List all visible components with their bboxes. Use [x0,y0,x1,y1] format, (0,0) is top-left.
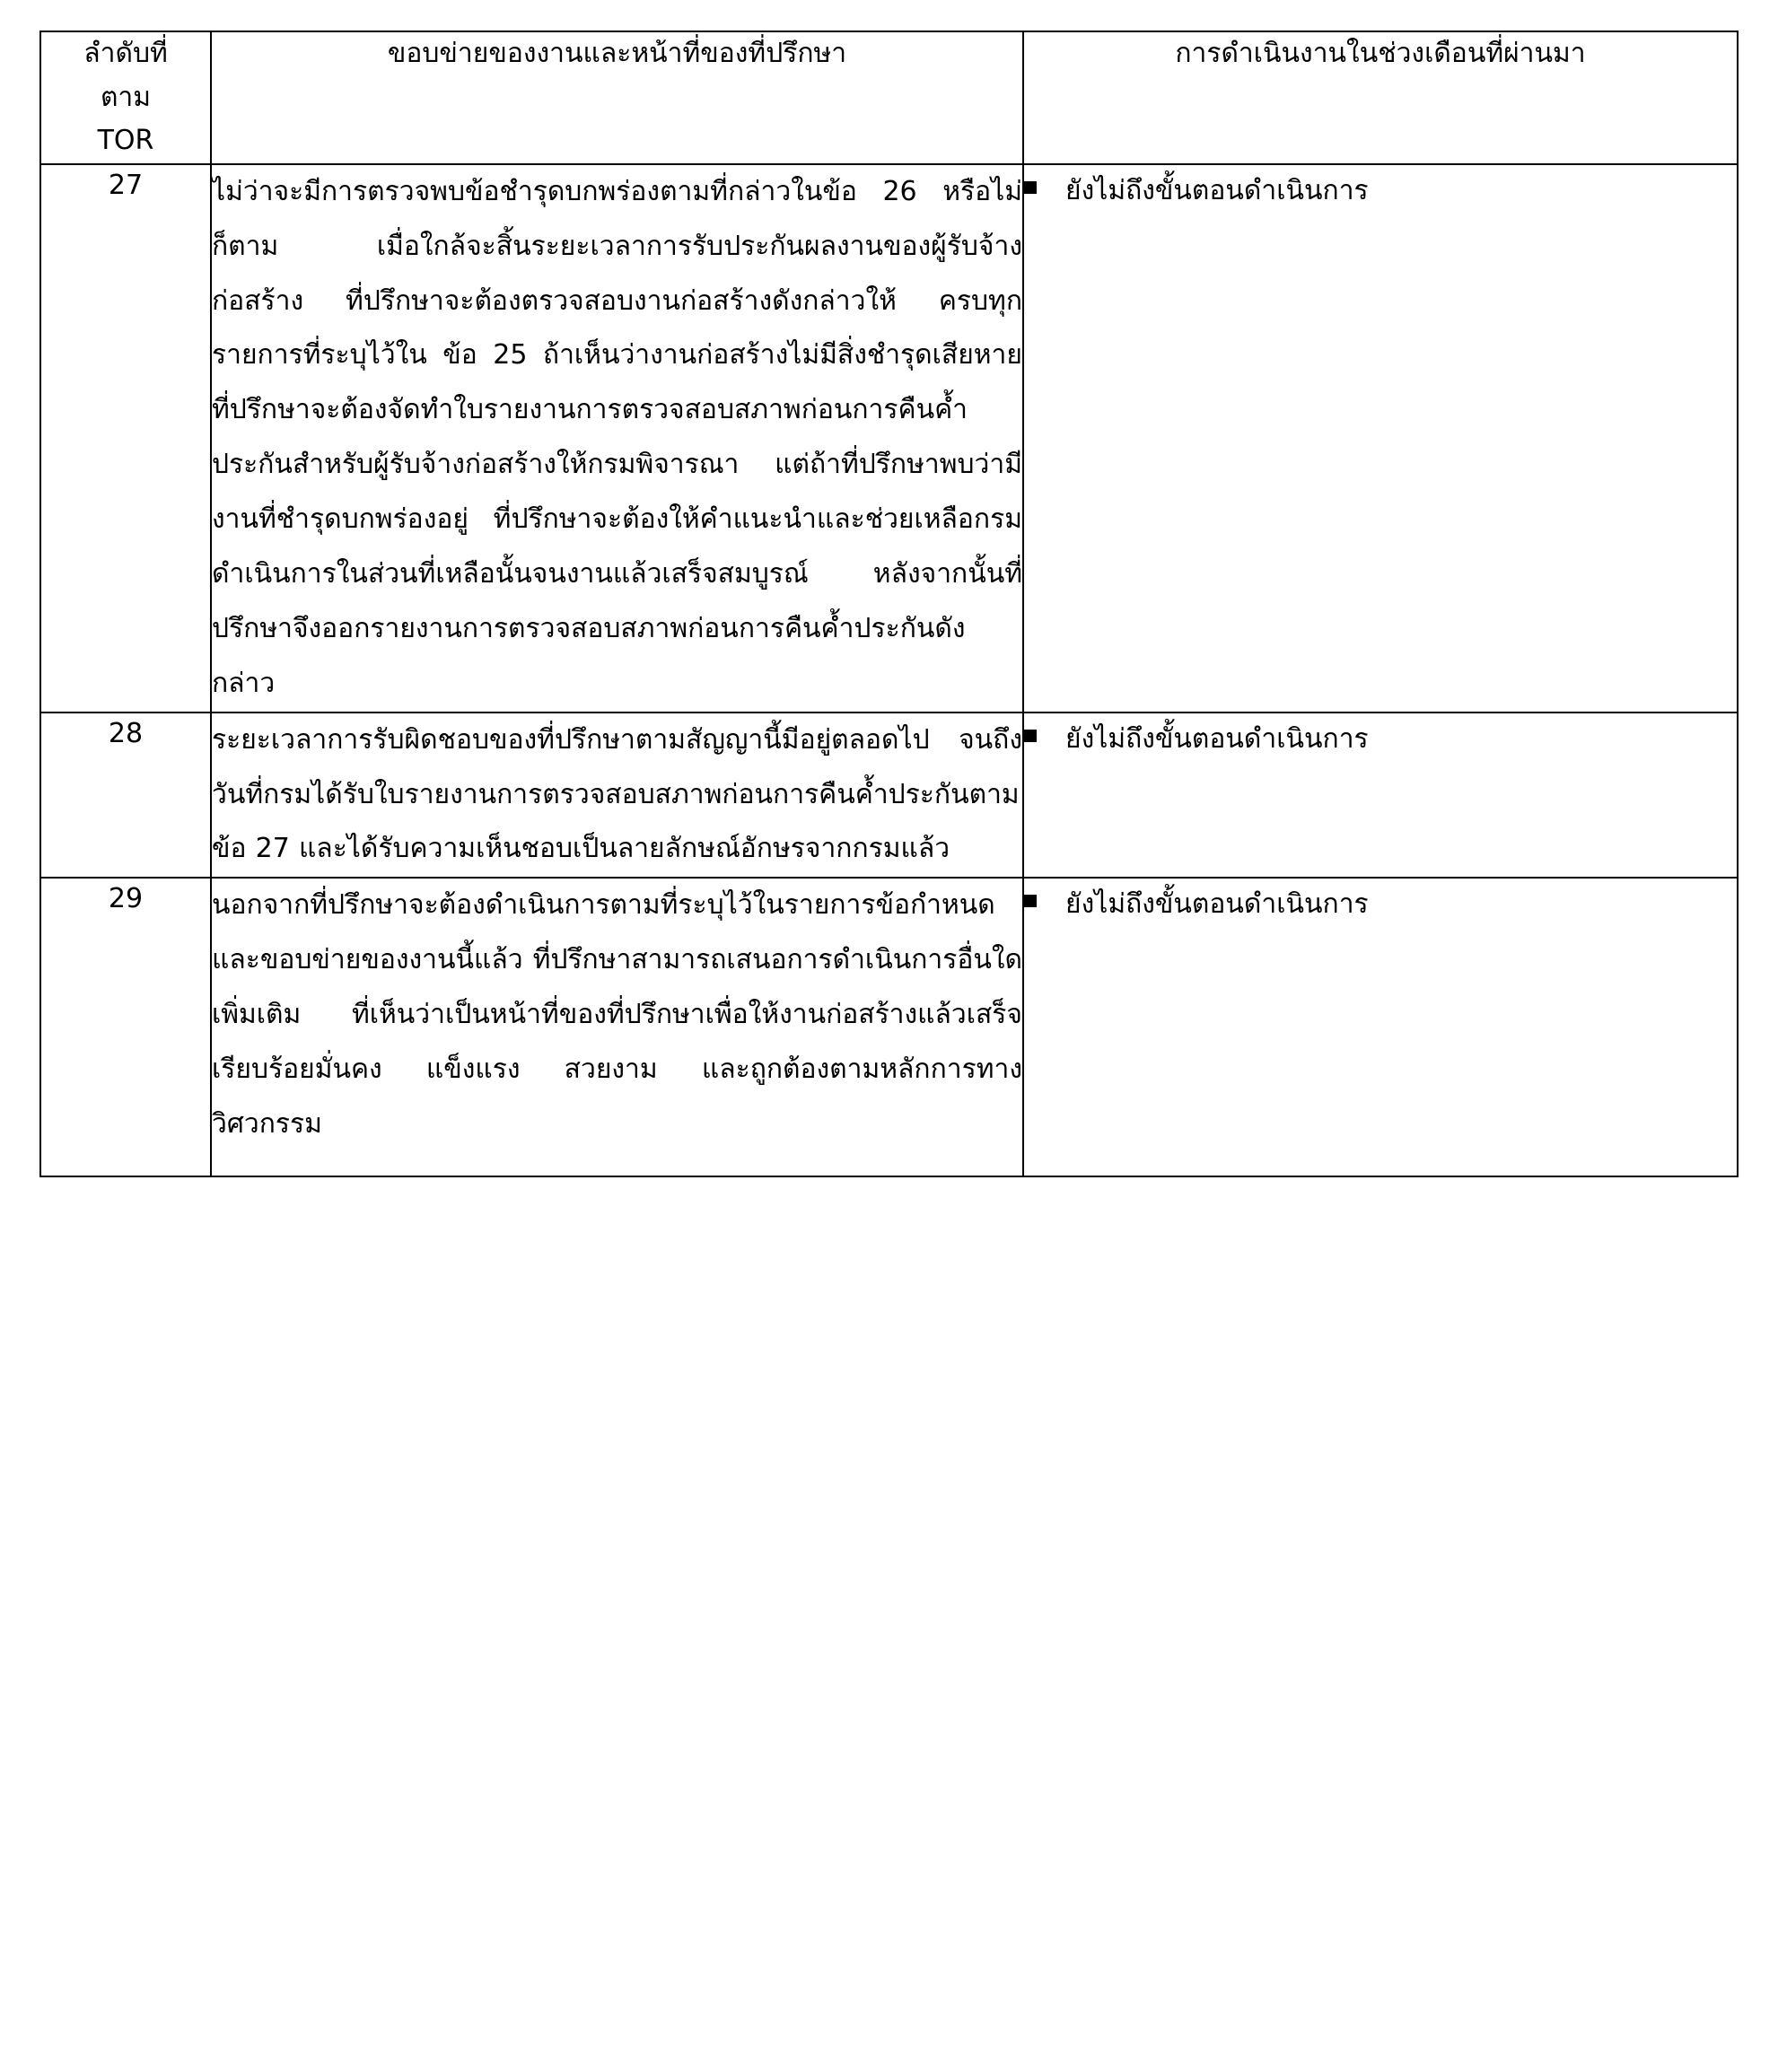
square-bullet-icon [1024,895,1037,907]
column-header-scope: ขอบข่ายของงานและหน้าที่ของที่ปรึกษา [211,31,1023,164]
column-header-tor-line2: ตาม [100,81,152,113]
cell-progress [1023,878,1738,1176]
column-header-progress: การดำเนินงานในช่วงเดือนที่ผ่านมา [1023,31,1738,164]
column-header-tor-number [40,31,211,164]
bullet-item-label: ยังไม่ถึงขั้นตอนดำเนินการ [1065,174,1369,206]
table-row [40,713,1738,879]
cell-progress [1023,713,1738,879]
scope-of-work-table [39,31,1739,1177]
column-header-tor-line3: TOR [97,125,154,157]
bullet-item [1024,165,1737,216]
cell-scope-description: นอกจากที่ปรึกษาจะต้องดำเนินการตามที่ระบุไว้ในรายการข้อกำหนดและขอบข่ายของงานนี้แล้ว ที่ปรึกษาสามารถเสนอการดำเนินการอื่นใดเพิ่มเติม ที่เห็นว่าเป็นหน้าที่ของที่ปรึกษาเพื่อให้งานก่อสร้างแล้วเสร็จเรียบร้อยมั่นคง แข็งแรง สวยงาม และถูกต้องตามหลักการทางวิศวกรรม [211,878,1023,1176]
cell-scope-description: ไม่ว่าจะมีการตรวจพบข้อชำรุดบกพร่องตามที่กล่าวในข้อ 26 หรือไม่ก็ตาม เมื่อใกล้จะสิ้นระยะเวลาการรับประกันผลงานของผู้รับจ้างก่อสร้าง ที่ปรึกษาจะต้องตรวจสอบงานก่อสร้างดังกล่าวให้ ครบทุกรายการที่ระบุไว้ใน ข้อ 25 ถ้าเห็นว่างานก่อสร้างไม่มีสิ่งชำรุดเสียหาย ที่ปรึกษาจะต้องจัดทำใบรายงานการตรวจสอบสภาพก่อนการคืนค้ำประกันสำหรับผู้รับจ้างก่อสร้างให้กรมพิจารณา แต่ถ้าที่ปรึกษาพบว่ามีงานที่ชำรุดบกพร่องอยู่ ที่ปรึกษาจะต้องให้คำแนะนำและช่วยเหลือกรมดำเนินการในส่วนที่เหลือนั้นจนงานแล้วเสร็จสมบูรณ์ หลังจากนั้นที่ปรึกษาจึงออกรายงานการตรวจสอบสภาพก่อนการคืนค้ำประกันดังกล่าว [211,164,1023,713]
table-row [40,164,1738,713]
bullet-item [1024,713,1737,765]
table-header [40,31,1738,164]
table-header-row [40,31,1738,164]
cell-tor-number: 27 [40,164,211,713]
cell-progress [1023,164,1738,713]
square-bullet-icon [1024,181,1037,194]
column-header-tor-line1: ลำดับที่ [83,38,168,69]
cell-tor-number: 29 [40,878,211,1176]
bullet-item-label: ยังไม่ถึงขั้นตอนดำเนินการ [1065,722,1369,755]
cell-tor-number: 28 [40,713,211,879]
bullet-item [1024,879,1737,930]
table-body [40,164,1738,1176]
bullet-item-label: ยังไม่ถึงขั้นตอนดำเนินการ [1065,888,1369,921]
table-row [40,878,1738,1176]
square-bullet-icon [1024,730,1037,742]
cell-scope-description: ระยะเวลาการรับผิดชอบของที่ปรึกษาตามสัญญานี้มีอยู่ตลอดไป จนถึงวันที่กรมได้รับใบรายงานการตรวจสอบสภาพก่อนการคืนค้ำประกันตามข้อ 27 และได้รับความเห็นชอบเป็นลายลักษณ์อักษรจากกรมแล้ว [211,713,1023,879]
